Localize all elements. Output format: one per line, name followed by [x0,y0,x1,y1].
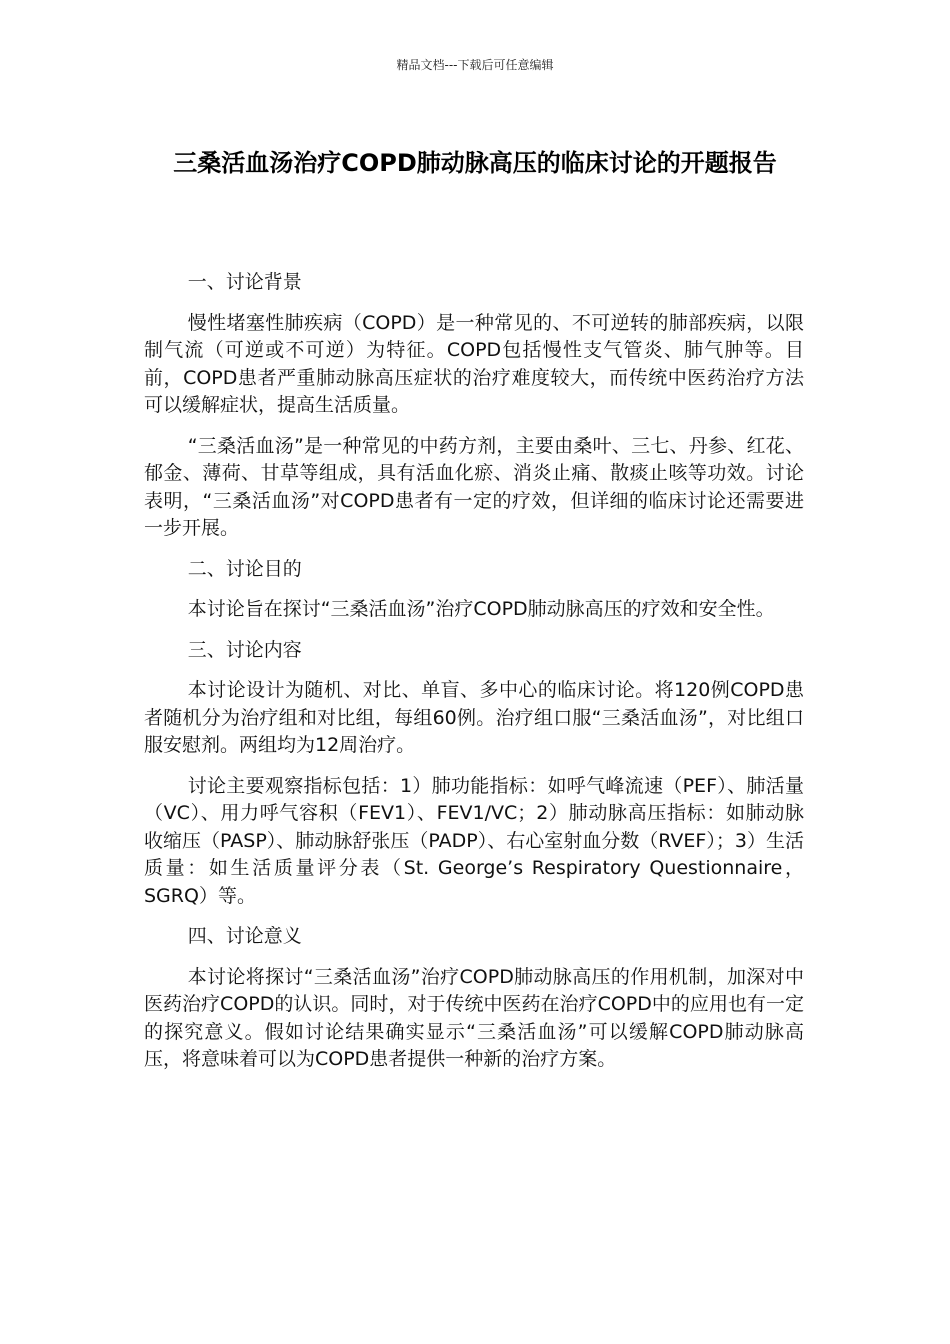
section-heading: 四、讨论意义 [187,925,302,947]
section-heading: 一、讨论背景 [187,271,302,293]
section-content [144,637,804,911]
document-body [144,269,804,1087]
paragraph: 本讨论旨在探讨“三桑活血汤”治疗COPD肺动脉高压的疗效和安全性。 [187,598,775,620]
section-heading: 二、讨论目的 [187,557,302,580]
section-background [144,269,804,543]
paragraph: 本讨论将探讨“三桑活血汤”治疗COPD肺动脉高压的作用机制，加深对中医药治疗COPD的认识。同时，对于传统中医药在治疗COPD中的应用也有一定的探究意义。假如讨论结果确实显示“三桑活血汤”可以缓解COPD肺动脉高压，将意味着可以为COPD患者提供一种新的治疗方案。 [144,965,804,1070]
paragraph: 讨论主要观察指标包括：1）肺功能指标：如呼气峰流速（PEF）、肺活量（VC）、用力呼气容积（FEV1）、FEV1/VC；2）肺动脉高压指标：如肺动脉收缩压（PASP）、肺动脉舒张压（PADP）、右心室射血分数（RVEF）；3）生活质量：如生活质量评分表（St. George’s Respiratory Questionnaire，SGRQ）等。 [144,774,804,907]
section-significance [144,923,804,1074]
section-purpose [144,556,804,624]
paragraph: 本讨论设计为随机、对比、单盲、多中心的临床讨论。将120例COPD患者随机分为治疗组和对比组，每组60例。治疗组口服“三桑活血汤”，对比组口服安慰剂。两组均为12周治疗。 [144,679,804,756]
paragraph: 慢性堵塞性肺疾病（COPD）是一种常见的、不可逆转的肺部疾病，以限制气流（可逆或不可逆）为特征。COPD包括慢性支气管炎、肺气肿等。目前，COPD患者严重肺动脉高压症状的治疗难度较大，而传统中医药治疗方法可以缓解症状，提高生活质量。 [144,311,804,416]
page-header: 精品文档---下载后可任意编辑 [396,58,554,72]
section-heading: 三、讨论内容 [187,638,302,661]
paragraph: “三桑活血汤”是一种常见的中药方剂，主要由桑叶、三七、丹参、红花、郁金、薄荷、甘草等组成，具有活血化瘀、消炎止痛、散痰止咳等功效。讨论表明，“三桑活血汤”对COPD患者有一定的疗效，但详细的临床讨论还需要进一步开展。 [144,434,804,539]
document-title: 三桑活血汤治疗COPD肺动脉高压的临床讨论的开题报告 [173,149,777,177]
